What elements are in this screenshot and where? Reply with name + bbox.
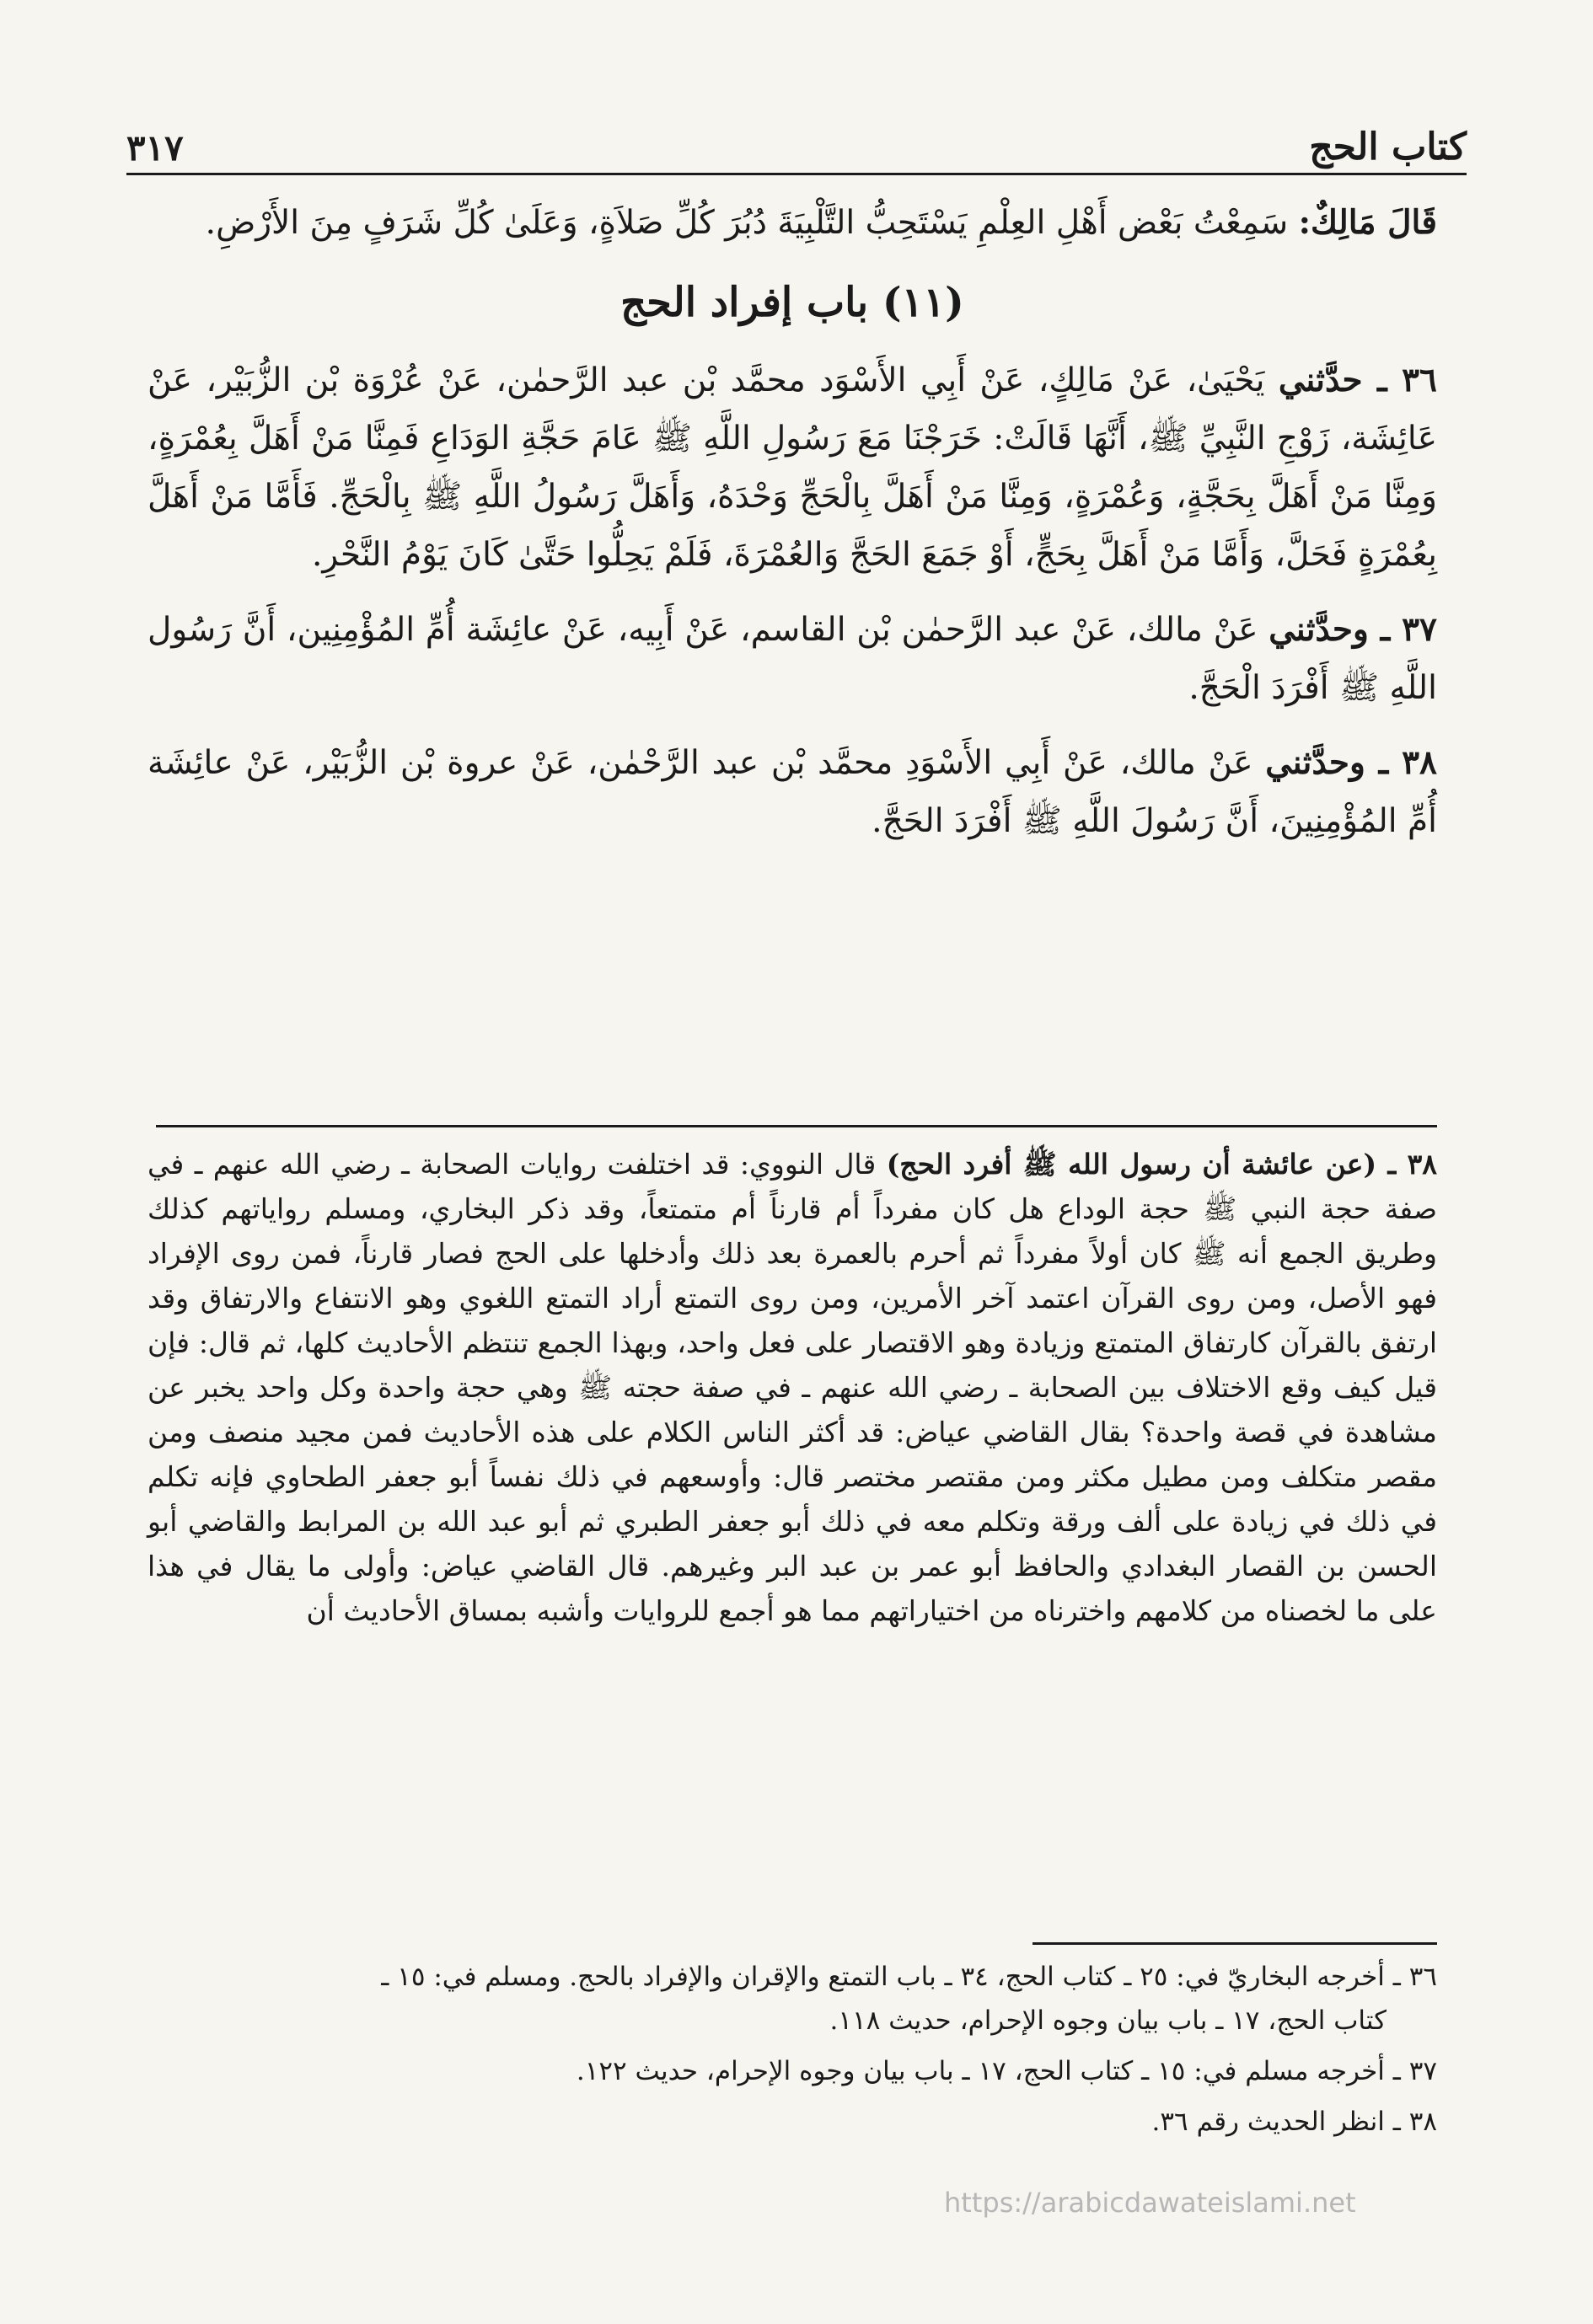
footnote-rule (1032, 1942, 1437, 1945)
footnote-line: ٣٨ ـ انظر الحديث رقم ٣٦. (1151, 2107, 1437, 2137)
footnote-line: ٣٧ ـ أخرجه مسلم في: ١٥ ـ كتاب الحج، ١٧ ـ باب بيان وجوه الإحرام، حديث ١٢٢. (576, 2056, 1437, 2086)
running-header (126, 101, 1467, 169)
book-title: كتاب الحج (1309, 126, 1467, 169)
hadith-text: يَحْيَىٰ، عَنْ مَالِكٍ، عَنْ أَبِي الأَسْوَد محمَّد بْن عبد الرَّحمٰن، عَنْ عُرْوَة بْن الزُّبَيْر، عَنْ عَائِشَة، زَوْجِ النَّبِيِّ ﷺ، أَنَّهَا قَالَتْ: خَرَجْنَا مَعَ رَسُولِ اللَّهِ ﷺ عَامَ حَجَّةِ الوَدَاعِ فَمِنَّا مَنْ أَهَلَّ بِعُمْرَةٍ، وَمِنَّا مَنْ أَهَلَّ بِحَجَّةٍ، وَعُمْرَةٍ، وَمِنَّا مَنْ أَهَلَّ بِالْحَجِّ وَحْدَهُ، وَأَهَلَّ رَسُولُ اللَّهِ ﷺ بِالْحَجِّ. فَأَمَّا مَنْ أَهَلَّ بِعُمْرَةٍ فَحَلَّ، وَأَمَّا مَنْ أَهَلَّ بِحَجٍّ، أَوْ جَمَعَ الحَجَّ وَالعُمْرَةَ، فَلَمْ يَحِلُّوا حَتَّىٰ كَانَ يَوْمُ النَّحْرِ. (148, 361, 1437, 574)
hadith-36 (148, 351, 1437, 584)
footnote-38 (148, 2100, 1437, 2144)
footnote-line-continued: كتاب الحج، ١٧ ـ باب بيان وجوه الإحرام، حديث ١١٨. (829, 2005, 1386, 2036)
main-text (148, 194, 1437, 867)
hadith-37 (148, 601, 1437, 717)
hadith-text: عَنْ مالك، عَنْ أَبِي الأَسْوَدِ محمَّد بْن عبد الرَّحْمٰن، عَنْ عروة بْن الزُّبَيْر، عَنْ عائِشَة أُمِّ المُؤْمِنِينَ، أَنَّ رَسُولَ اللَّهِ ﷺ أَفْرَدَ الحَجَّ. (148, 744, 1437, 840)
footnote-37 (148, 2049, 1437, 2093)
hadith-lead: ٣٧ ـ وحدَّثني (1268, 610, 1437, 649)
footnote-line: ٣٦ ـ أخرجه البخاريّ في: ٢٥ ـ كتاب الحج، ٣٤ ـ باب التمتع والإقران والإفراد بالحج. ومسلم في: ١٥ ـ (381, 1962, 1437, 1992)
intro-text: سَمِعْتُ بَعْض أَهْلِ العِلْمِ يَسْتَحِبُّ التَّلْبِيَةَ دُبُرَ كُلِّ صَلاَةٍ، وَعَلَىٰ كُلِّ شَرَفٍ مِنَ الأَرْضِ. (205, 204, 1299, 242)
commentary-lead: ٣٨ ـ (عن عائشة أن رسول الله ﷺ أفرد الحج) (886, 1148, 1438, 1181)
chapter-heading: (١١) باب إفراد الحج (620, 279, 964, 326)
hadith-38 (148, 734, 1437, 850)
header-rule (126, 173, 1467, 175)
footnote-36 (148, 1955, 1437, 2043)
intro-paragraph (148, 194, 1437, 252)
commentary-divider (156, 1125, 1437, 1127)
hadith-lead: ٣٨ ـ وحدَّثني (1265, 743, 1437, 782)
intro-lead: قَالَ مَالِكٌ: (1298, 203, 1437, 242)
hadith-text: عَنْ مالك، عَنْ عبد الرَّحمٰن بْن القاسم، عَنْ أَبِيه، عَنْ عائِشَة أُمِّ المُؤْمِنِين، أَنَّ رَسُول اللَّهِ ﷺ أَفْرَدَ الْحَجَّ. (148, 611, 1437, 707)
watermark-url: https://arabicdawateislami.net (944, 2187, 1356, 2219)
commentary-text: قال النووي: قد اختلفت روايات الصحابة ـ رضي الله عنهم ـ في صفة حجة النبي ﷺ حجة الوداع هل كان مفرداً أم قارناً أم متمتعاً، وقد ذكر البخاري، ومسلم رواياتهم كذلك وطريق الجمع أنه ﷺ كان أولاً مفرداً ثم أحرم بالعمرة بعد ذلك وأدخلها على الحج فصار قارناً، فمن روى الإفراد فهو الأصل، ومن روى القرآن اعتمد آخر الأمرين، ومن روى التمتع أراد التمتع اللغوي وهو الانتفاع والارتفاق وقد ارتفق بالقرآن كارتفاق المتمتع وزيادة وهو الاقتصار على فعل واحد، وبهذا الجمع تنتظم الأحاديث كلها، ثم قال: فإن قيل كيف وقع الاختلاف بين الصحابة ـ رضي الله عنهم ـ في صفة حجته ﷺ وهي حجة واحدة وكل واحد يخبر عن مشاهدة في قصة واحدة؟ بقال القاضي عياض: قد أكثر الناس الكلام على هذه الأحاديث فمن مجيد منصف ومن مقصر متكلف ومن مطيل مكثر ومن مقتصر مختصر قال: وأوسعهم في ذلك نفساً أبو جعفر الطحاوي فإنه تكلم في ذلك في زيادة على ألف ورقة وتكلم معه في ذلك أبو جعفر الطبري ثم أبو عبد الله بن المرابط والقاضي أبو الحسن بن القصار البغدادي والحافظ أبو عمر بن عبد البر وغيرهم. قال القاضي عياض: وأولى ما يقال في هذا على ما لخصناه من كلامهم واخترناه من اختياراتهم مما هو أجمع للروايات وأشبه بمساق الأحاديث أن (148, 1148, 1437, 1627)
page-number: ٣١٧ (126, 127, 184, 169)
hadith-lead: ٣٦ ـ حدَّثني (1278, 361, 1438, 399)
commentary (148, 1142, 1437, 1633)
footnotes (148, 1955, 1437, 2150)
